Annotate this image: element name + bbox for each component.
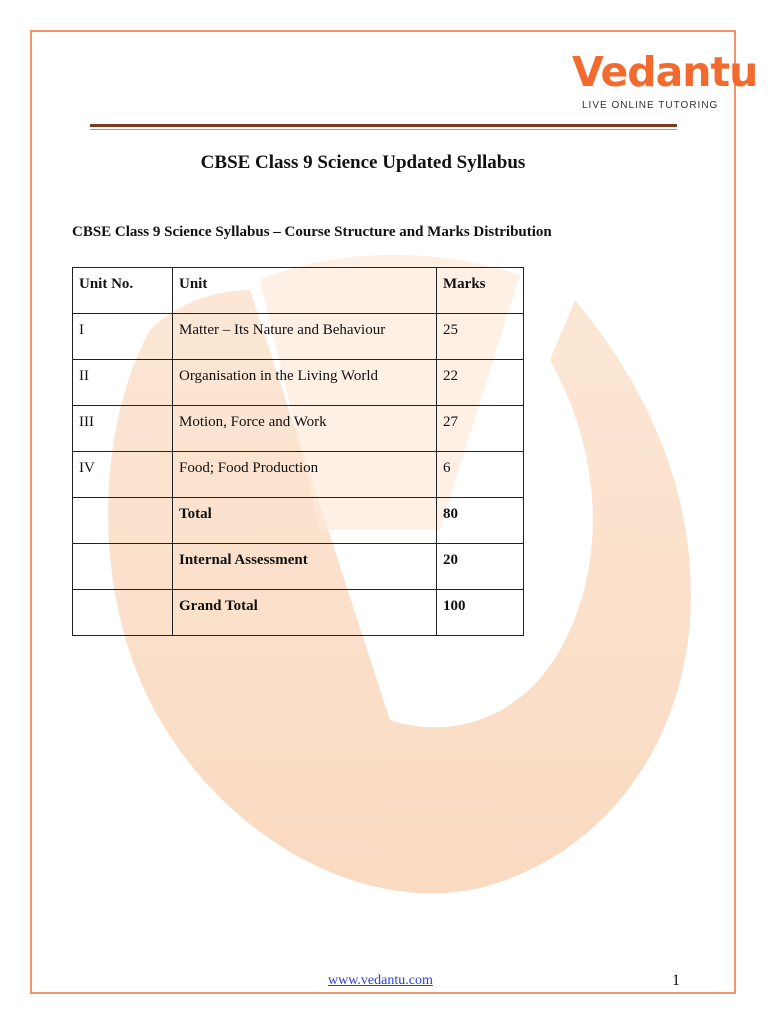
- unit-no-cell: [73, 544, 173, 590]
- grand-total-marks: 100: [437, 590, 524, 636]
- unit-cell: Organisation in the Living World: [173, 360, 437, 406]
- header-rule-thin: [90, 129, 677, 130]
- internal-assessment-marks: 20: [437, 544, 524, 590]
- header-rule: [90, 124, 677, 127]
- logo-tagline: LIVE ONLINE TUTORING: [582, 100, 719, 111]
- section-heading: CBSE Class 9 Science Syllabus – Course Structure and Marks Distribution: [72, 224, 552, 240]
- unit-no-cell: III: [73, 406, 173, 452]
- unit-no-cell: I: [73, 314, 173, 360]
- internal-assessment-label: Internal Assessment: [173, 544, 437, 590]
- unit-no-cell: [73, 498, 173, 544]
- table-header-row: [73, 268, 524, 314]
- header-unit-no: Unit No.: [73, 268, 173, 314]
- table-row: [73, 406, 524, 452]
- unit-no-cell: II: [73, 360, 173, 406]
- logo-wordmark: Vedantu: [572, 48, 758, 96]
- marks-cell: 22: [437, 360, 524, 406]
- unit-no-cell: IV: [73, 452, 173, 498]
- total-label: Total: [173, 498, 437, 544]
- marks-cell: 27: [437, 406, 524, 452]
- grand-total-label: Grand Total: [173, 590, 437, 636]
- footer-website-link[interactable]: www.vedantu.com: [328, 973, 433, 988]
- page-number: 1: [672, 972, 680, 989]
- document-title: CBSE Class 9 Science Updated Syllabus: [200, 152, 526, 173]
- table-row-grand-total: [73, 590, 524, 636]
- table-row: [73, 452, 524, 498]
- vedantu-logo[interactable]: [572, 46, 758, 116]
- table-row-total: [73, 498, 524, 544]
- table-row: [73, 360, 524, 406]
- table-row: [73, 314, 524, 360]
- total-marks: 80: [437, 498, 524, 544]
- table-row-internal: [73, 544, 524, 590]
- marks-cell: 6: [437, 452, 524, 498]
- unit-cell: Motion, Force and Work: [173, 406, 437, 452]
- unit-cell: Matter – Its Nature and Behaviour: [173, 314, 437, 360]
- marks-cell: 25: [437, 314, 524, 360]
- unit-no-cell: [73, 590, 173, 636]
- header-marks: Marks: [437, 268, 524, 314]
- syllabus-table: [72, 267, 524, 636]
- header-unit: Unit: [173, 268, 437, 314]
- unit-cell: Food; Food Production: [173, 452, 437, 498]
